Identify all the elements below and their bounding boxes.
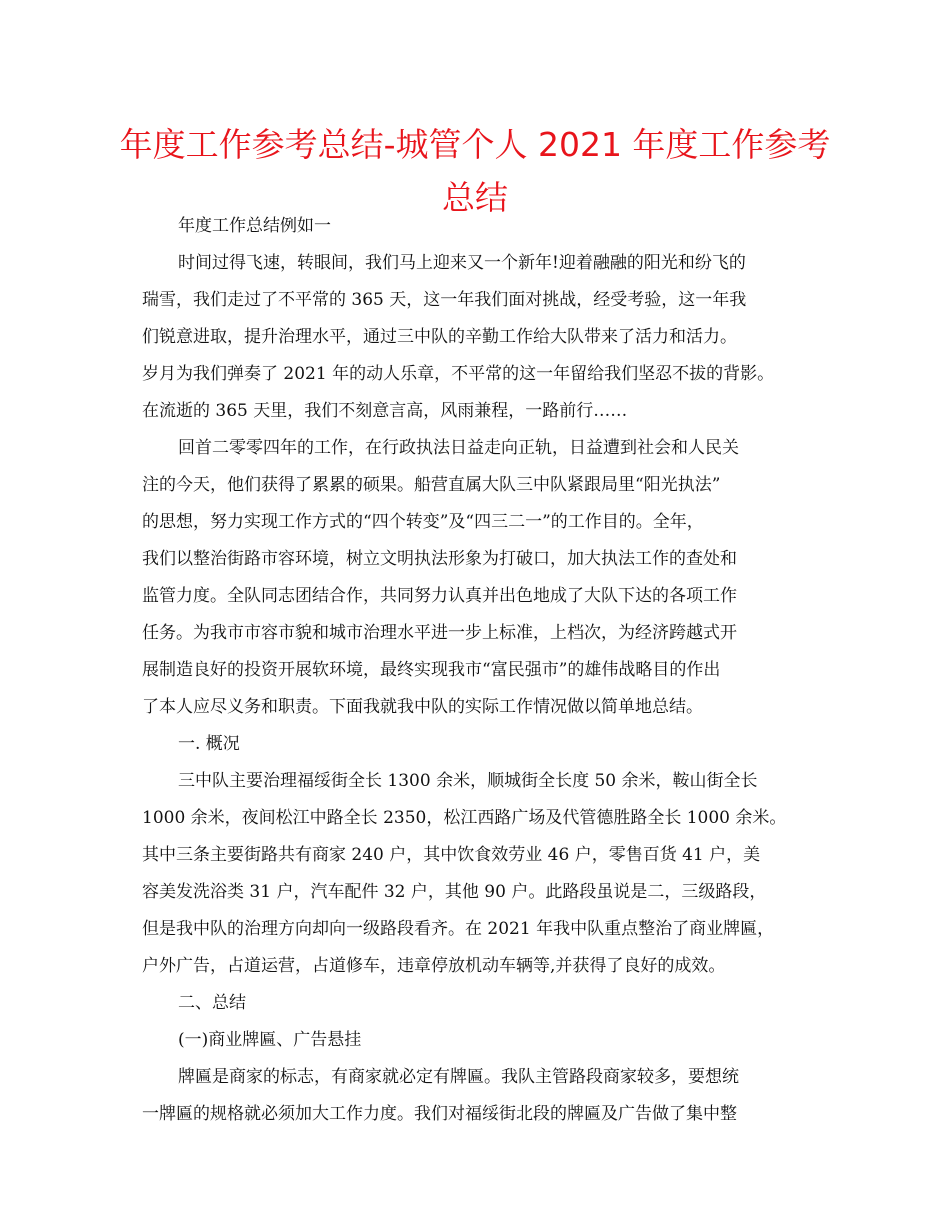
- document-body: [142, 208, 822, 1133]
- subsection-heading-signage: [142, 1022, 822, 1059]
- text-line: 在流逝的 365 天里，我们不刻意言高，风雨兼程，一路前行……: [142, 401, 628, 421]
- text-line: 牌匾是商家的标志，有商家就必定有牌匾。我队主管路段商家较多，要想统: [178, 1067, 739, 1087]
- section-heading-overview: [142, 726, 822, 763]
- text-line: 一牌匾的规格就必须加大工作力度。我们对福绥街北段的牌匾及广告做了集中整: [142, 1104, 737, 1124]
- text-line: 1000 余米，夜间松江中路全长 2350，松江西路广场及代管德胜路全长 1000 余米。: [142, 808, 787, 828]
- text-line: 其中三条主要街路共有商家 240 户，其中饮食效劳业 46 户，零售百货 41 户，美: [142, 845, 761, 865]
- text-line: 二、总结: [178, 993, 246, 1013]
- text-line: 监管力度。全队同志团结合作，共同努力认真并出色地成了大队下达的各项工作: [142, 586, 737, 606]
- text-line: 户外广告，占道运营，占道修车，违章停放机动车辆等,并获得了良好的成效。: [142, 956, 726, 976]
- text-line: 时间过得飞速，转眼间，我们马上迎来又一个新年!迎着融融的阳光和纷飞的: [178, 253, 746, 273]
- text-line: (一)商业牌匾、广告悬挂: [178, 1030, 362, 1050]
- text-line: 瑞雪，我们走过了不平常的 365 天，这一年我们面对挑战，经受考验，这一年我: [142, 290, 747, 310]
- text-line: 们锐意进取，提升治理水平，通过三中队的辛勤工作给大队带来了活力和活力。: [142, 327, 737, 347]
- text-line: 展制造良好的投资开展软环境，最终实现我市“富民强市”的雄伟战略目的作出: [142, 660, 721, 680]
- text-line: 年度工作总结例如一: [178, 216, 331, 236]
- paragraph-signage: [142, 1059, 822, 1133]
- text-line: 岁月为我们弹奏了 2021 年的动人乐章，不平常的这一年留给我们坚忍不拔的背影。: [142, 364, 775, 384]
- paragraph-review: [142, 430, 822, 726]
- text-line: 我们以整治街路市容环境，树立文明执法形象为打破口，加大执法工作的查处和: [142, 549, 737, 569]
- text-line: 回首二零零四年的工作，在行政执法日益走向正轨，日益遭到社会和人民关: [178, 438, 739, 458]
- text-line: 任务。为我市市容市貌和城市治理水平进一步上标准，上档次，为经济跨越式开: [142, 623, 737, 643]
- title-line: 年度工作参考总结-城管个人 2021 年度工作参考: [119, 125, 831, 164]
- text-line: 注的今天，他们获得了累累的硕果。船营直属大队三中队紧跟局里“阳光执法”: [142, 475, 721, 495]
- text-line: 但是我中队的治理方向却向一级路段看齐。在 2021 年我中队重点整治了商业牌匾，: [142, 919, 775, 939]
- paragraph-overview: [142, 763, 822, 985]
- text-line: 一. 概况: [178, 734, 240, 754]
- text-line: 容美发洗浴类 31 户，汽车配件 32 户，其他 90 户。此路段虽说是二，三级路段，: [142, 882, 767, 902]
- paragraph-subtitle: [142, 208, 822, 245]
- title-line: 总结: [442, 178, 508, 217]
- text-line: 的思想，努力实现工作方式的“四个转变”及“四三二一”的工作目的。全年，: [142, 512, 704, 532]
- paragraph-intro: [142, 245, 822, 430]
- section-heading-summary: [142, 985, 822, 1022]
- text-line: 了本人应尽义务和职责。下面我就我中队的实际工作情况做以简单地总结。: [142, 697, 703, 717]
- text-line: 三中队主要治理福绥街全长 1300 余米，顺城街全长度 50 余米，鞍山街全长: [178, 771, 758, 791]
